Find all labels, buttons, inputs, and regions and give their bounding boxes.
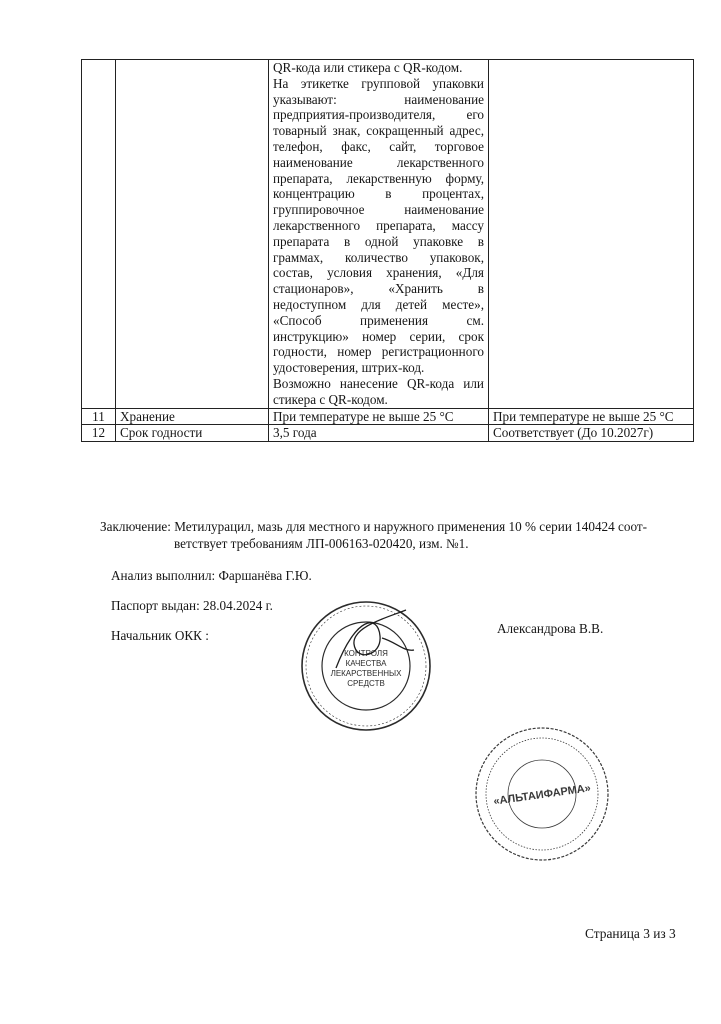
row-requirement [269,60,489,409]
okk-stamp-line: КОНТРОЛЯ [344,649,388,658]
conclusion-text-line1: Метилурацил, мазь для местного и наружного применения 10 % серии 140424 соот- [174,519,648,534]
okk-stamp-line: СРЕДСТВ [347,679,385,688]
row-result [489,60,694,409]
head-label: Начальник ОКК : [111,628,209,643]
row-number: 11 [82,408,116,425]
passport-line [111,598,273,614]
row-indicator [116,60,269,409]
head-line [111,628,209,644]
requirement-paragraph: Возможно нанесение QR-кода или стикера с QR-кодом. [273,375,484,407]
okk-stamp-line: ЛЕКАРСТВЕННЫХ [330,669,402,678]
row-result: Соответствует (До 10.2027г) [489,425,694,442]
passport-date: 28.04.2024 г. [203,598,273,613]
table-row [82,408,694,425]
analysis-line [111,568,312,584]
conclusion-text-line2: ветствует требованиям ЛП-006163-020420, изм. №1. [174,536,469,551]
okk-stamp-seal [296,596,436,736]
conclusion [100,518,675,552]
okk-stamp-line: КАЧЕСТВА [345,659,387,668]
table-row [82,425,694,442]
row-number [82,60,116,409]
company-stamp-text: «АЛЬТАИФАРМА» [492,782,592,808]
row-indicator: Хранение [116,408,269,425]
page-number: Страница 3 из 3 [585,926,676,941]
analysis-label: Анализ выполнил: [111,568,216,583]
row-number: 12 [82,425,116,442]
passport-label: Паспорт выдан: [111,598,200,613]
specification-table [81,59,694,442]
row-indicator: Срок годности [116,425,269,442]
table-row [82,60,694,409]
company-stamp-seal [470,722,615,867]
requirement-paragraph: На этикетке групповой упаковки указывают: наименование предприятия-производителя, его товарный знак, сокращенный адрес, телефон, факс, сайт, торговое наименование лекарственного препарата, лекарственную форму, концентрацию в процентах, группировочное наименование лекарственного препарата, массу препарата в одной упаковке в граммах, количество упаковок, состав, условия хранения, «Для стационаров», «Хранить в недоступном для детей месте», «Способ применения см. инструкцию» номер серии, срок годности, номер регистрационного удостоверения, штрих-код. [273,75,484,376]
row-requirement: 3,5 года [269,425,489,442]
conclusion-label: Заключение: [100,519,171,534]
requirement-paragraph: QR-кода или стикера с QR-кодом. [273,60,463,75]
analyst-name: Фаршанёва Г.Ю. [218,568,312,583]
head-name: Александрова В.В. [497,621,604,636]
row-requirement: При температуре не выше 25 °С [269,408,489,425]
row-result: При температуре не выше 25 °С [489,408,694,425]
